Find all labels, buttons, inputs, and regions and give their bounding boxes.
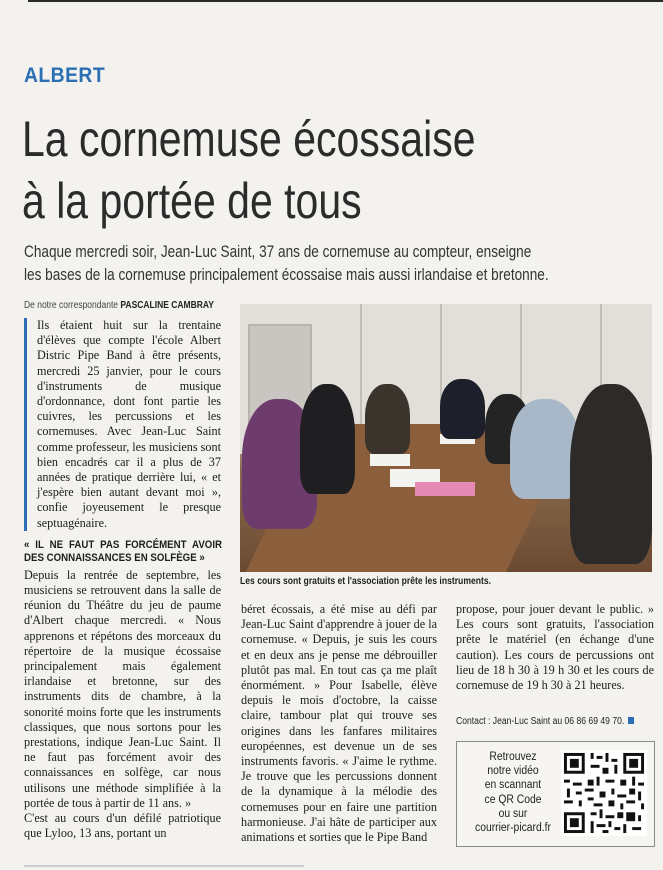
body-paragraph: Depuis la rentrée de septembre, les musiciens se retrouvent dans la salle de réunion du Théâtre du jeu de paume d'Albert chaque mercredi. « Nous apprenons et répétons des morceaux du répertoire de la musique écossaise principalement mais également irlandaise et bretonne, sur des instruments dits de chambre, à la sonorité moins forte que les instruments classiques, que nous sortons pour les prestations, indique Jean-Luc Saint. Il ne faut pas forcément avoir des connaissances en solfège, car nous utilisons une méthode simplifiée à la portée de tous à partir de 11 ans. »: [24, 567, 221, 810]
standfirst-line-2: les bases de la cornemuse principalement écossaise mais aussi irlandaise et bretonne.: [24, 265, 549, 284]
article-photo: [240, 304, 652, 572]
standfirst: [24, 240, 648, 286]
qr-text-line: notre vidéo: [487, 765, 539, 778]
qr-text-line: Retrouvez: [489, 751, 537, 763]
bottom-rule: [24, 865, 304, 870]
qr-code-icon[interactable]: [561, 748, 647, 838]
headline-line-2: à la portée de tous: [22, 173, 362, 229]
qr-text-line: ce QR Code: [484, 793, 542, 806]
byline-prefix: De notre correspondante: [24, 300, 119, 311]
headline: [22, 108, 547, 232]
qr-text-line: en scannant: [484, 779, 542, 792]
article-column-2: [241, 602, 437, 845]
qr-text-line: courrier-picard.fr: [475, 822, 551, 835]
end-mark-icon: [628, 717, 634, 724]
byline-author: PASCALINE CAMBRAY: [120, 300, 214, 311]
contact-line: [456, 716, 663, 727]
qr-promo-box: [456, 741, 655, 847]
qr-text-line: ou sur: [498, 807, 528, 820]
headline-line-1: La cornemuse écossaise: [22, 111, 476, 167]
contact-text: Contact : Jean-Luc Saint au 06 86 69 49 70.: [456, 716, 625, 727]
body-paragraph-tail: C'est au cours d'un défilé patriotique que Lyloo, 13 ans, portant un: [24, 811, 221, 841]
body-paragraph-2: béret écossais, a été mise au défi par Jean-Luc Saint d'apprendre à jouer de la cornemuse. « Depuis, je suis les cours et en deux ans je pense me débrouiller plutôt pas mal. En tout cas ça me plaît énormément. » Pour Isabelle, élève depuis le mois d'octobre, la caisse claire, tambour plat qui trouve ses origines dans les fanfares militaires européennes, est devenue un de ses instruments favoris. « J'aime le rythme. Je trouve que les percussions donnent de la dynamique à la mélodie des cornemuses pour en faire une partition harmonieuse. J'ai hâte de participer aux animations et sorties que le Pipe Band: [241, 602, 437, 845]
section-kicker: ALBERT: [24, 64, 106, 87]
lead-paragraph: Ils étaient huit sur la trentaine d'élèves que compte l'école Albert Distric Pipe Band à être présents, mercredi 25 janvier, pour le cours d'instruments de musique d'ordonnance, dont font partie les cuivres, les percussions et les cornemuses. Avec Jean-Luc Saint comme professeur, les musiciens sont bien encadrés car il a plus de 37 années de pratique derrière lui, « et j'espère bien autant devant moi », confie joyeusement le presque septuagénaire.: [24, 318, 221, 531]
standfirst-line-1: Chaque mercredi soir, Jean-Luc Saint, 37 ans de cornemuse au compteur, enseigne: [24, 242, 532, 261]
article-column-1: [24, 318, 221, 842]
photo-caption: Les cours sont gratuits et l'association prête les instruments.: [240, 576, 492, 587]
body-paragraph-3: propose, pour jouer devant le public. » Les cours sont gratuits, l'association prête le matériel (en échange d'une caution). Les cours de percussions ont lieu de 18 h 30 à 19 h 30 et les cours de cornemuse de 19 h 30 à 21 heures.: [456, 602, 654, 693]
article-column-3: [456, 602, 654, 693]
top-rule: [28, 0, 663, 8]
qr-promo-text: [461, 750, 565, 835]
subheading: « IL NE FAUT PAS FORCÉMENT AVOIR DES CONNAISSANCES EN SOLFÈGE »: [24, 538, 222, 565]
